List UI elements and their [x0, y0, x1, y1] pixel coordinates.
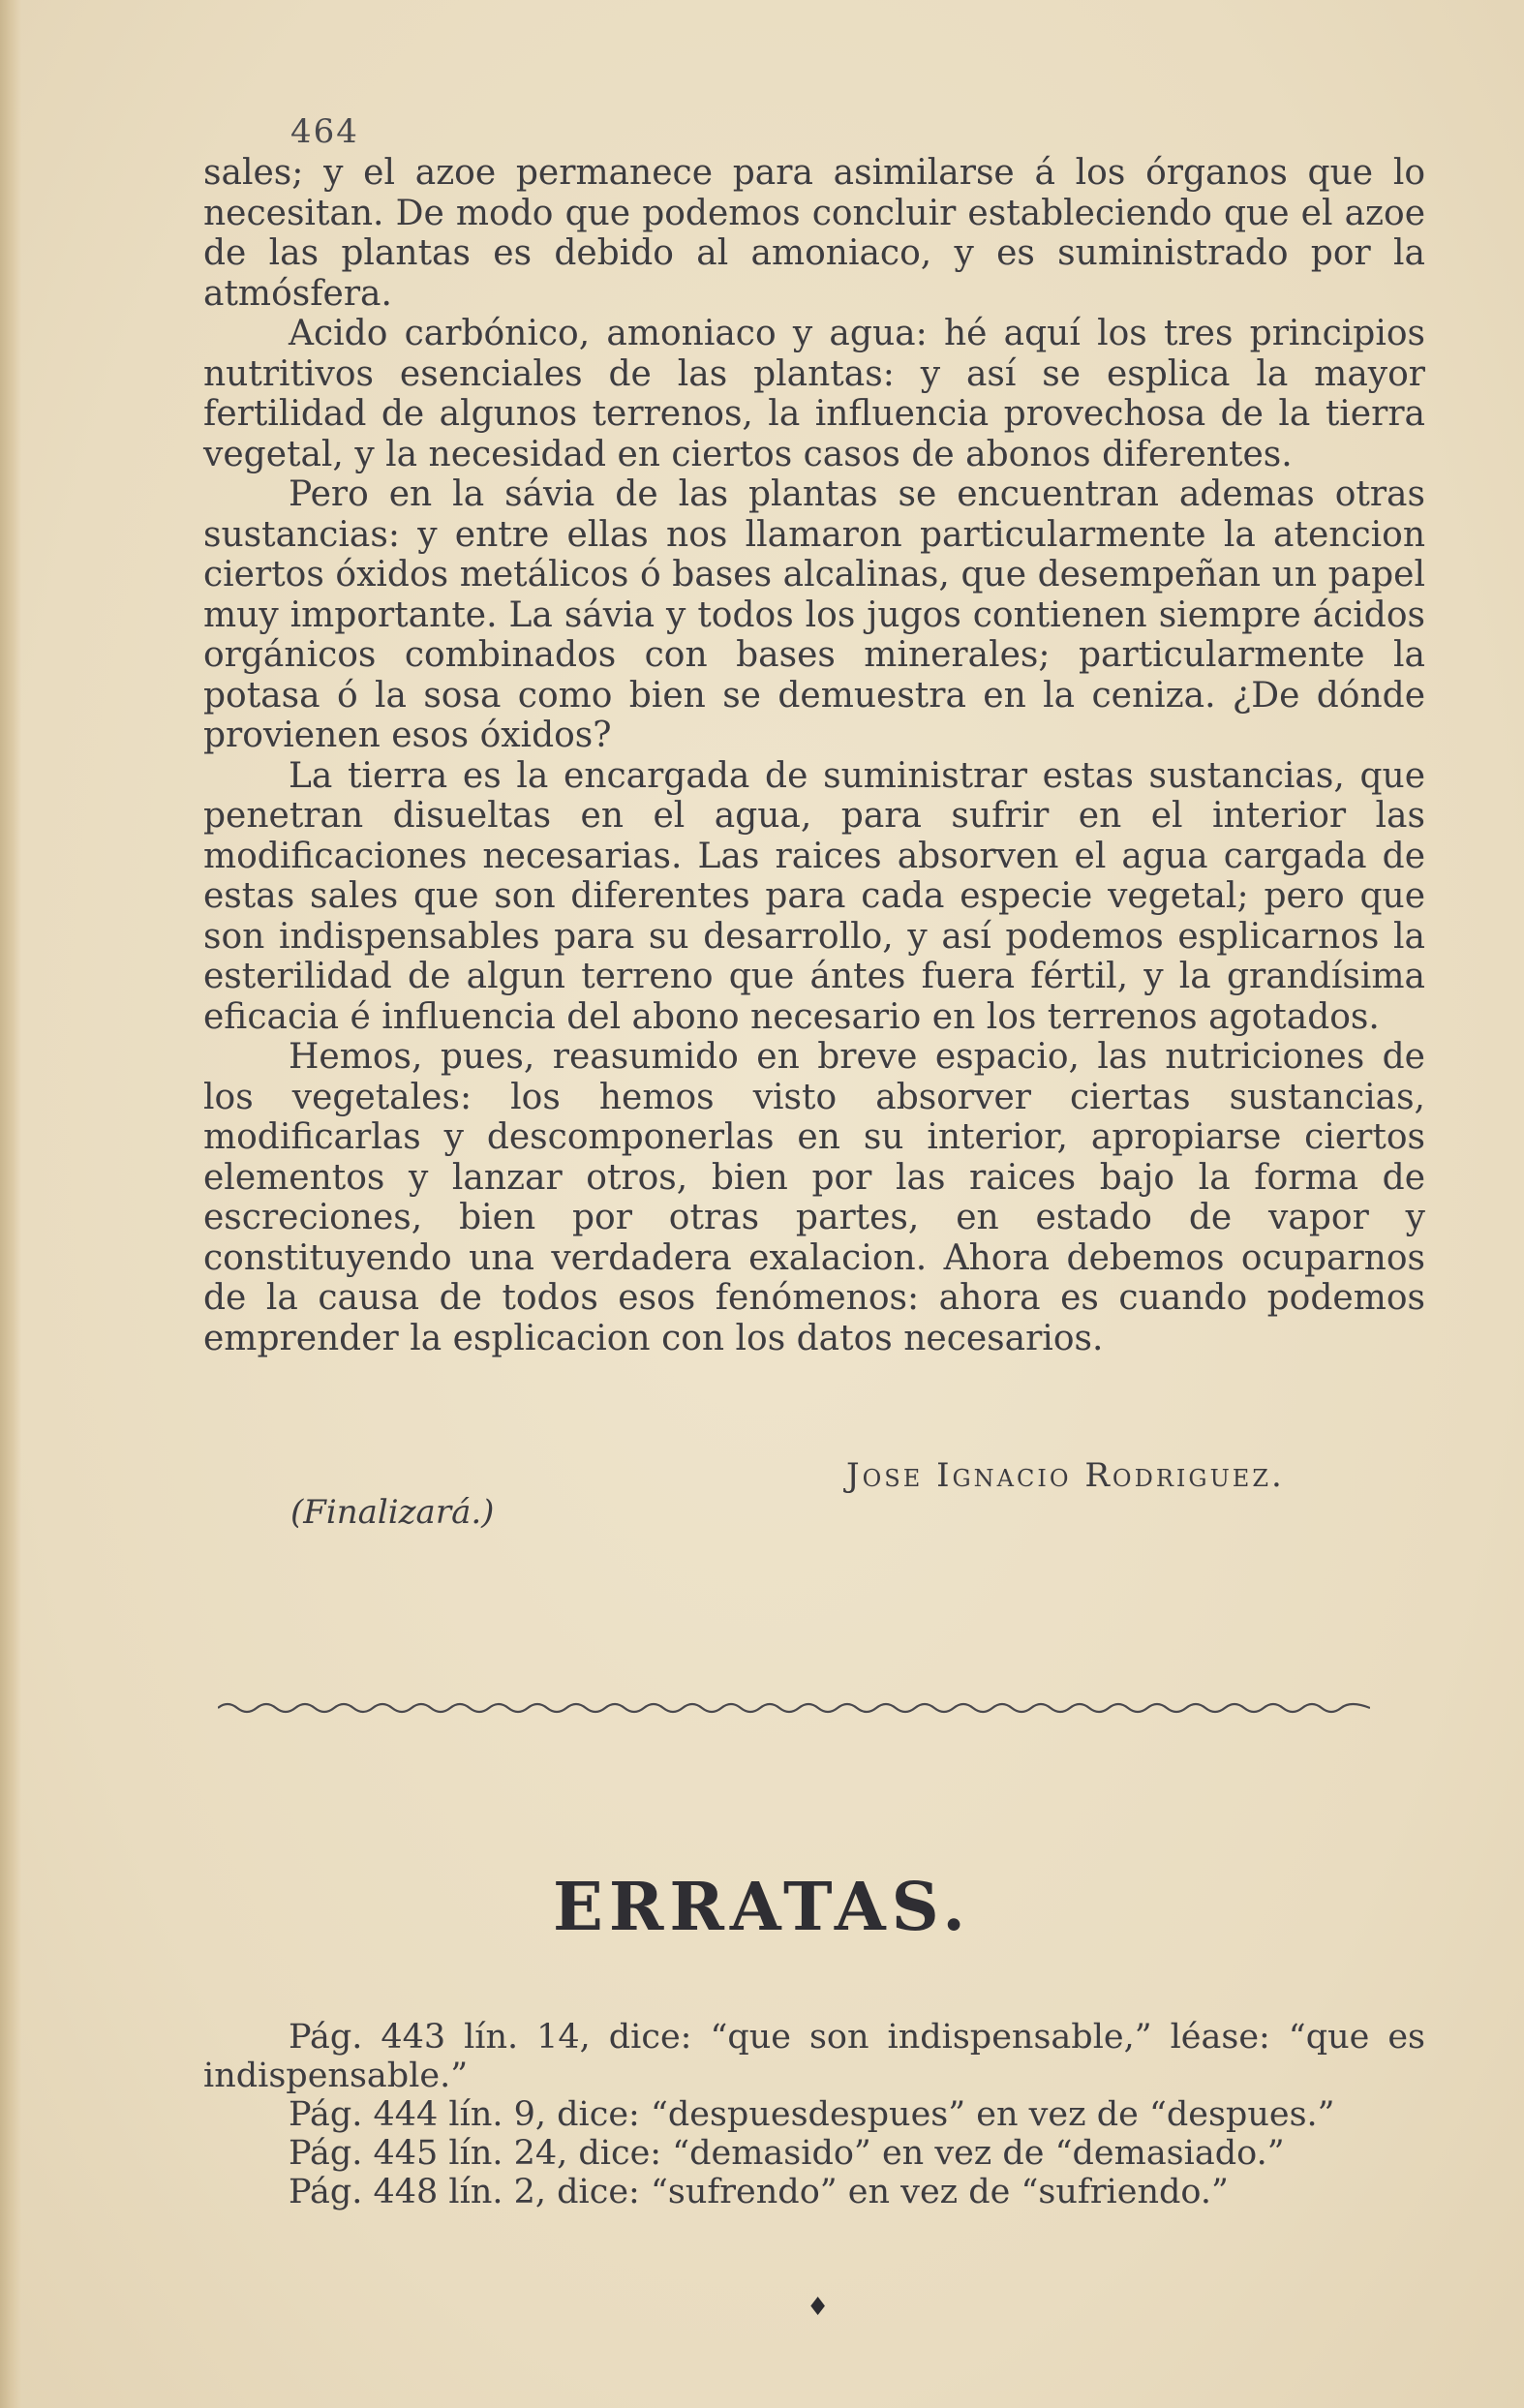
article-body: [203, 153, 1425, 1358]
author-signature: Jose Ignacio Rodriguez.: [846, 1456, 1285, 1495]
paragraph: La tierra es la encargada de suministrar estas sustancias, que penetran disueltas en el agua, para sufrir en el interior las modificaciones necesarias. Las raices absorven el agua cargada de estas sales que son diferentes para cada especie vegetal; pero que son indispensables para su desarrollo, y así podemos esplicarnos la esterilidad de algun terreno que ántes fuera fértil, y la grandísima eficacia é influencia del abono necesario en los terrenos agotados.: [203, 755, 1425, 1037]
errata-entry: Pág. 443 lín. 14, dice: “que son indispensable,” léase: “que es indispensable.”: [203, 2018, 1425, 2095]
errata-entry: Pág. 445 lín. 24, dice: “demasido” en vez de “demasiado.”: [289, 2134, 1285, 2173]
continuation-note: (Finalizará.): [290, 1493, 495, 1532]
ornamental-divider: [218, 1700, 1370, 1716]
page-edge-shadow: [0, 0, 21, 2408]
paragraph: Hemos, pues, reasumido en breve espacio, las nutriciones de los vegetales: los hemos visto absorver ciertas sustancias, modificarlas y descomponerlas en su interior, apropiarse ciertos elementos y lanzar otros, bien por las raices bajo la forma de escreciones, bien por otras partes, en estado de vapor y constituyendo una verdadera exalacion. Ahora debemos ocuparnos de la causa de todos esos fenómenos: ahora es cuando podemos emprender la esplicacion con los datos necesarios.: [203, 1037, 1425, 1358]
paragraph: Pero en la sávia de las plantas se encuentran ademas otras sustancias: y entre ellas nos llamaron particularmente la atencion ciertos óxidos metálicos ó bases alcalinas, que desempeñan un papel muy importante. La sávia y todos los jugos contienen siempre ácidos orgánicos combinados con bases minerales; particularmente la potasa ó la sosa como bien se demuestra en la ceniza. ¿De dónde provienen esos óxidos?: [203, 474, 1425, 755]
erratas-list: [203, 2018, 1425, 2211]
page-number: 464: [290, 112, 359, 151]
printer-mark-icon: ♦: [807, 2293, 830, 2322]
errata-entry: Pág. 444 lín. 9, dice: “despuesdespues” en vez de “despues.”: [289, 2095, 1335, 2134]
paragraph: sales; y el azoe permanece para asimilarse á los órganos que lo necesitan. De modo que podemos concluir estableciendo que el azoe de las plantas es debido al amoniaco, y es suministrado por la atmósfera.: [203, 153, 1425, 314]
erratas-heading: ERRATAS.: [553, 1869, 971, 1946]
errata-entry: Pág. 448 lín. 2, dice: “sufrendo” en vez de “sufriendo.”: [289, 2173, 1229, 2211]
paragraph: Acido carbónico, amoniaco y agua: hé aquí los tres principios nutritivos esenciales de las plantas: y así se esplica la mayor fertilidad de algunos terrenos, la influencia provechosa de la tierra vegetal, y la necesidad en ciertos casos de abonos diferentes.: [203, 314, 1425, 474]
